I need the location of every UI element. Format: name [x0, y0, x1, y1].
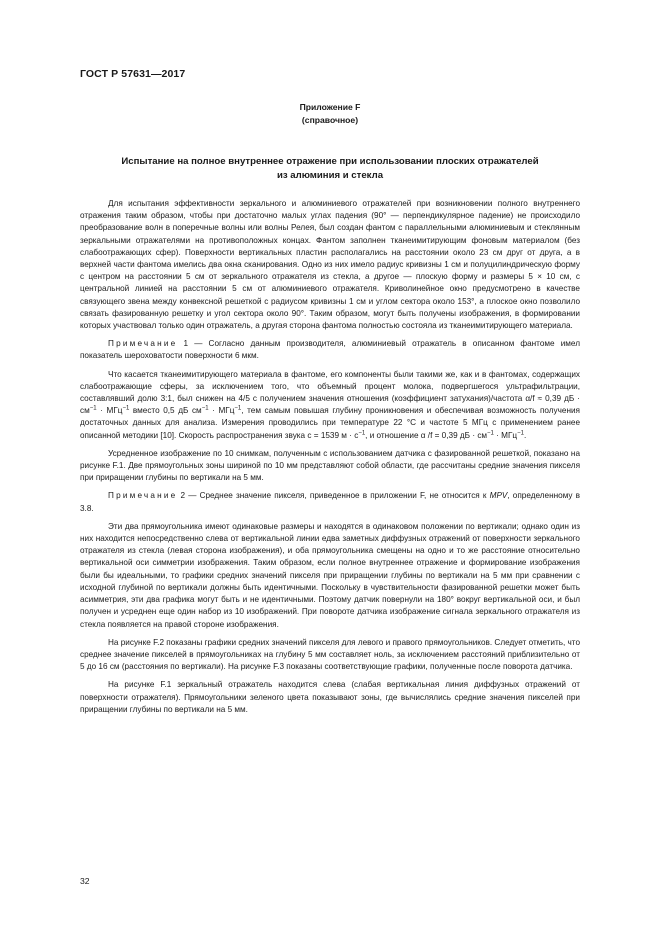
paragraph-rectangles: Эти два прямоугольника имеют одинаковые размеры и находятся в одинаковом положении по вертикали; однако один из них находится непосредственно слева от вертикальной линии едва заметных диффузных отражений от поверхности зеркального отражателя из стекла (левая сторона изображения), и оба прямоугольника смещены на одно и то же расстояние относительно вертикальной оси симметрии изображения. Таким образом, если полное внутреннее отражение и формирование изображения были бы идеальными, то графики средних значений пикселя при приращении глубины по вертикали на 5 мм при сравнении с исходной глубиной по вертикали должны быть идентичными. Поскольку в чувствительности фазированной решетки может быть асимметрия, эти два графика могут быть и не идентичными. Поэтому датчик повернули на 180° вокруг вертикальной оси, и был получен и усреднен еще один набор из 10 изображений. При повороте датчика изображение сигнала зеркального отражателя из стекла появляется на правой стороне изображения. — [80, 521, 580, 629]
note-2-mpv: MPV — [489, 491, 508, 501]
standard-header: ГОСТ Р 57631—2017 — [80, 68, 186, 80]
p2-text-e: , тем самым повышая глубину проникновения и обеспечивая возможность получения достаточных данных для анализа. Измерения проводились при температуре 22 °С и частоте 5 МГц с применением ранее описанной методики [10]. Скорость распространения звука c = 1539 м · с — [80, 406, 580, 440]
annex-label: Приложение F — [299, 102, 361, 112]
p2-text-f: , и отношение α /f = 0,39 дБ · см — [365, 430, 488, 440]
p2-text-b: · МГц — [96, 406, 123, 416]
p2-text-d: · МГц — [208, 406, 235, 416]
p2-sup-7: −1 — [517, 429, 524, 436]
annex-kind: (справочное) — [301, 115, 359, 125]
p2-text-c: вместо 0,5 дБ см — [129, 406, 202, 416]
p2-sup-5: −1 — [358, 429, 366, 436]
p2-text-g: · МГц — [493, 430, 518, 440]
annex-heading — [80, 101, 580, 127]
paragraph-tissue-material — [80, 369, 580, 442]
page-number: 32 — [80, 876, 90, 886]
note-2-text-b: , определенному в 3.8. — [80, 491, 581, 513]
document-body — [80, 198, 580, 722]
note-1-text: 1 — Согласно данным производителя, алюминиевый отражатель в описанном фантоме имел показатель шероховатости поверхности 6 мкм. — [80, 339, 580, 361]
paragraph-figure-f1: На рисунке F.1 зеркальный отражатель находится слева (слабая вертикальная линия диффузных отражений от поверхности отражателя). Прямоугольники зеленого цвета показывают зоны, где вычислялись средние значения пикселей при приращении глубины по вертикали на 5 мм. — [80, 680, 580, 714]
paragraph-figure-f2: На рисунке F.2 показаны графики средних значений пикселя для левого и правого прямоугольников. Следует отметить, что среднее значение пикселей в прямоугольниках на глубину 5 мм составляет ноль, за исключением расстояний приблизительно от 5 до 16 см (расстояния по вертикали). На рисунке F.3 показаны соответствующие графики, полученные после поворота датчика. — [80, 637, 580, 672]
p2-sup-1: −1 — [89, 405, 97, 412]
paragraph-averaged-image: Усредненное изображение по 10 снимкам, полученным с использованием датчика с фазированной решеткой, показано на рисунке F.1. Две прямоугольных зоны шириной по 10 мм представляют собой области, где рассчитаны средние значения пикселя при приращении глубины по вертикали на 5 мм. — [80, 448, 580, 483]
note-2 — [80, 490, 580, 514]
p2-sup-4: −1 — [234, 405, 242, 412]
note-2-label: Примечание — [108, 491, 178, 501]
p2-text-h: . — [523, 430, 527, 440]
title-line-2: из алюминия и стекла — [276, 170, 384, 181]
p2-sup-3: −1 — [201, 405, 209, 412]
note-1-label: Примечание — [108, 339, 178, 349]
section-title — [80, 155, 580, 183]
p2-sup-6: −1 — [487, 429, 494, 436]
paragraph-phantom-description: Для испытания эффективности зеркального и алюминиевого отражателей при возникновении полного внутреннего отражения таким образом, чтобы при достаточно малых углах падения (90° — перпендикулярное падение) не происходило преобразование волн в поперечные волны или волны Релея, был создан фантом с параллельными алюминиевым и стеклянным зеркальными отражателями на противоположных концах. Фантом заполнен тканеимитирующим фоновым материалом (без слабоотражающих сфер). Поверхности вертикальных пластин располагались на расстоянии около 23 см друг от друга, а в верхней части фантома имелись два окна сканирования. Одно из них имело радиус кривизны 1 см и полуцилиндрическую форму с центром на расстоянии 5 см от зеркального отражателя из стекла, а другое — плоскую форму и размеры 5 × 10 см, с центральной линией на расстоянии 5 см от алюминиевого отражателя. Криволинейное окно предусмотрено в качестве связующего звена между конвексной решеткой с радиусом кривизны 1 см и углом сектора около 153°, а плоское окно позволило связать фазированную решетку и угол сектора около 90°. Таким образом, могут быть получены изображения, в формировании которых участвовал только один отражатель, а другая сторона фантома полностью состояла из тканеимитирующего материала. — [80, 199, 580, 331]
note-1 — [80, 338, 580, 362]
note-2-text-a: 2 — Среднее значение пикселя, приведенное в приложении F, не относится к — [177, 491, 490, 501]
title-line-1: Испытание на полное внутреннее отражение при использовании плоских отражателей — [121, 156, 539, 167]
p2-text-a: Что касается тканеимитирующего материала в фантоме, его компоненты были такими же, как и в фантомах, содержащих слабоотражающие сферы, за исключением того, что объемный процент молока, подвергшегося ультрафильтрации, составлявший долю 3:1, был снижен на 4/5 с получением значения отношения (коэффициент затухания)/частота α/f ≈ 0,39 дБ · см — [80, 369, 580, 416]
p2-sup-2: −1 — [122, 405, 130, 412]
